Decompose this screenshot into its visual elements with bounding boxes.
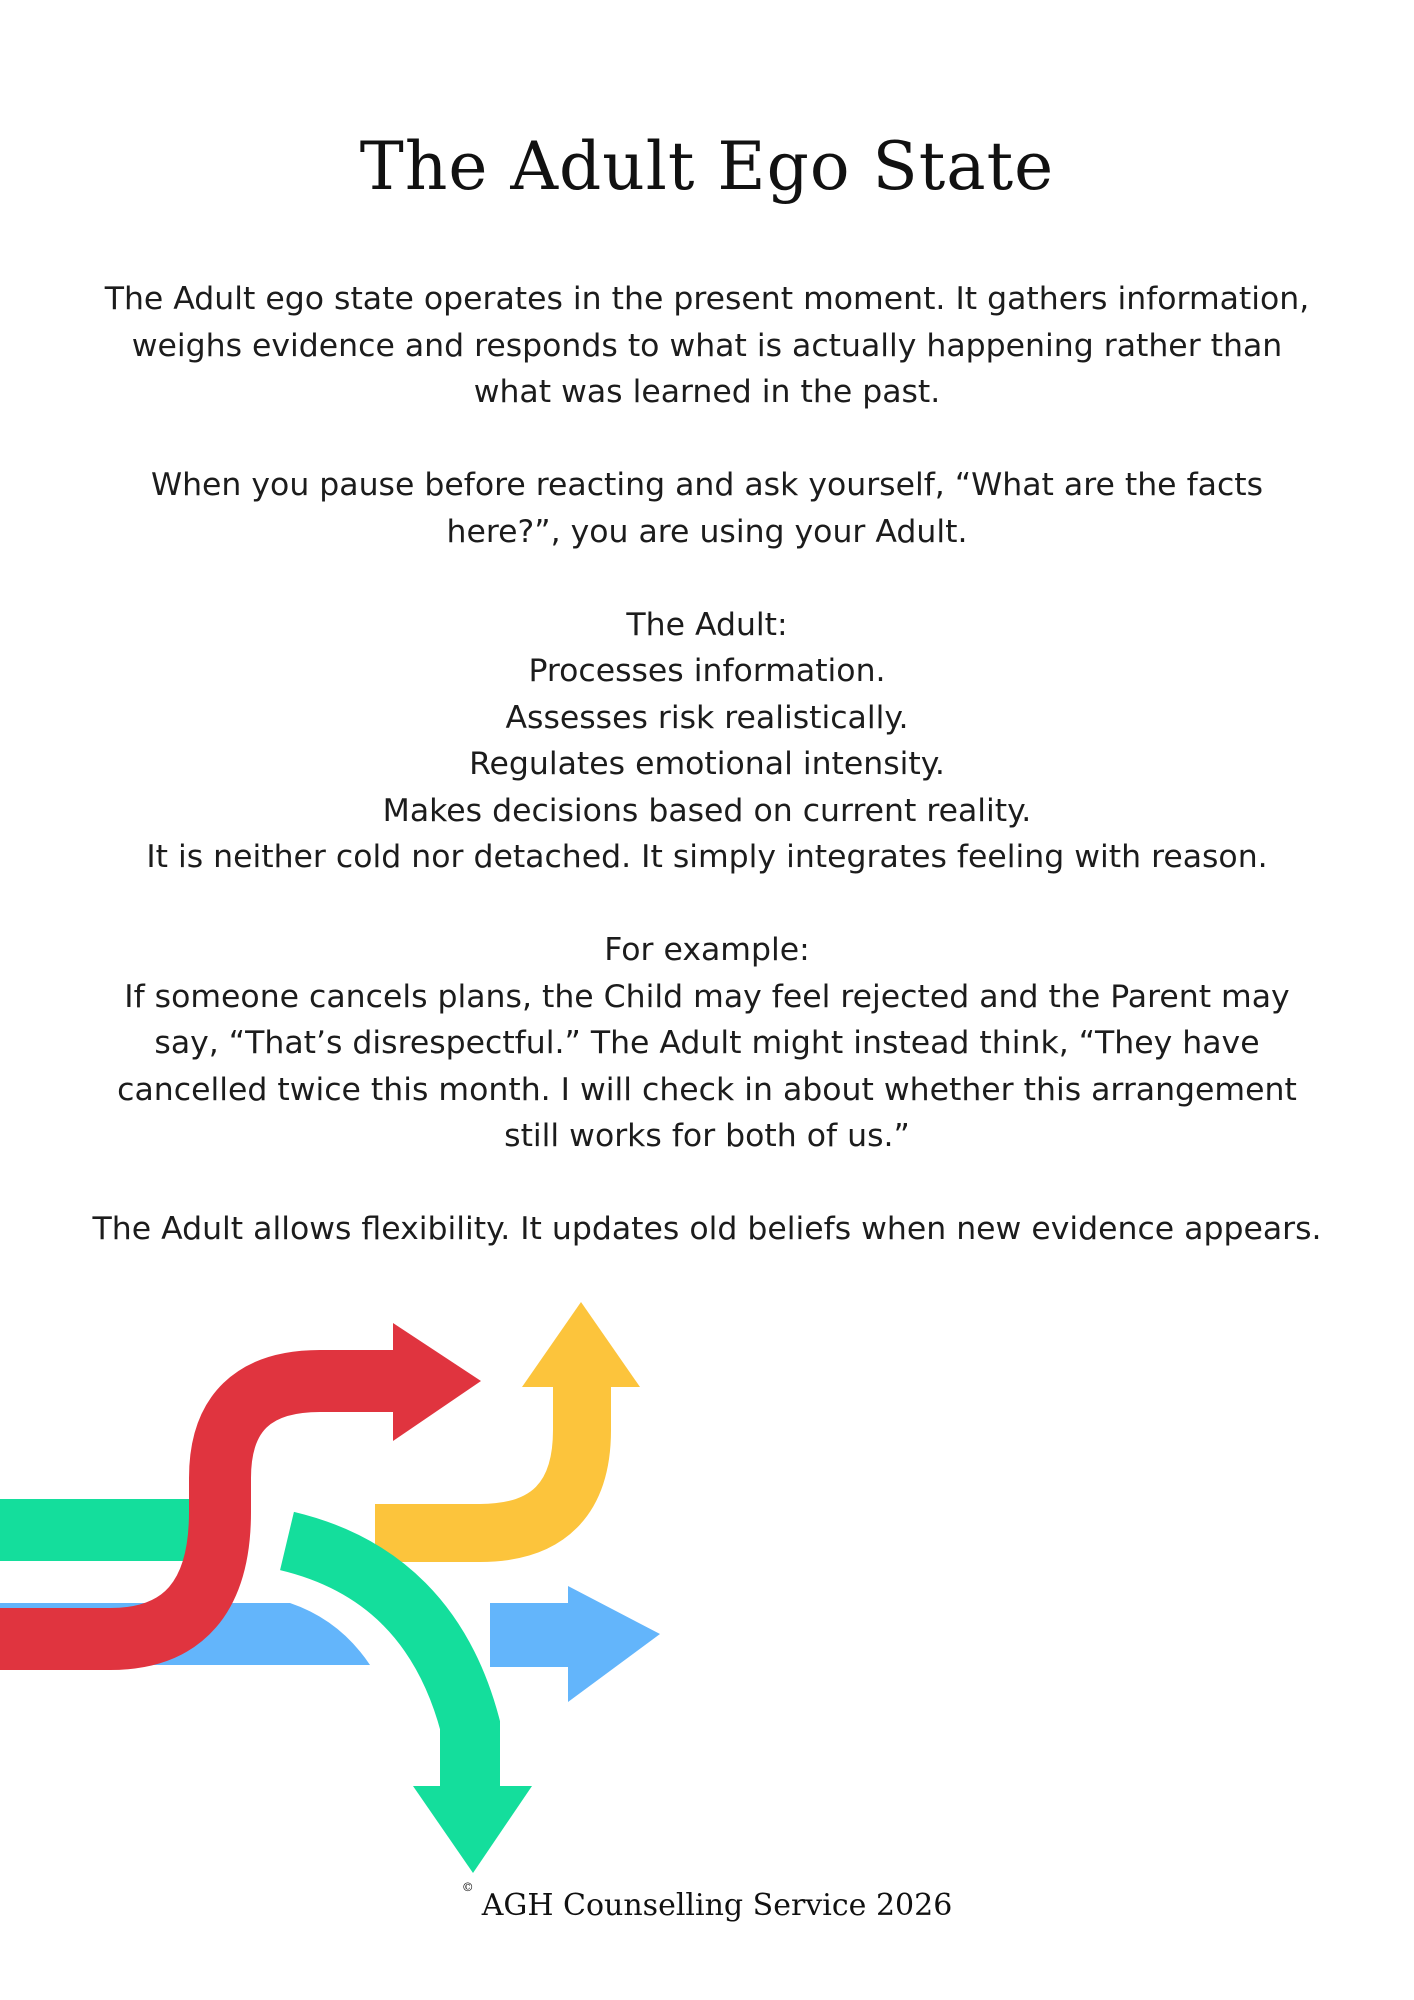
copyright-symbol: © xyxy=(461,1880,474,1894)
document-body xyxy=(90,276,1324,1299)
adult-list-block xyxy=(90,602,1324,881)
example-text: If someone cancels plans, the Child may feel rejected and the Parent may say, “That’s disrespectful.” The Adult might instead think, “They have cancelled twice this month. I will check in about whether this arrangement still works for both of us.” xyxy=(117,978,1297,1154)
adult-list-item: Regulates emotional intensity. xyxy=(469,746,945,782)
intro-paragraph: The Adult ego state operates in the present moment. It gathers information, weighs evidence and responds to what is actually happening rather than what was learned in the past. xyxy=(104,281,1310,410)
example-heading: For example: xyxy=(604,932,810,968)
yellow-arrow-head xyxy=(522,1302,640,1387)
adult-list-heading: The Adult: xyxy=(626,606,788,643)
adult-list-item: Assesses risk realistically. xyxy=(505,699,909,736)
closing-paragraph: The Adult allows flexibility. It updates old beliefs when new evidence appears. xyxy=(92,1211,1322,1247)
footer-text: AGH Counselling Service 2026 xyxy=(481,1888,953,1923)
adult-list-summary: It is neither cold nor detached. It simply integrates feeling with reason. xyxy=(146,839,1268,875)
page-title: The Adult Ego State xyxy=(359,128,1055,205)
pause-paragraph: When you pause before reacting and ask yourself, “What are the facts here?”, you are using your Adult. xyxy=(150,467,1264,550)
footer-copyright xyxy=(0,1880,1414,1923)
adult-list-item: Makes decisions based on current reality. xyxy=(382,792,1032,829)
blue-arrow-head xyxy=(490,1586,660,1702)
green-arrow-body xyxy=(287,1541,470,1790)
green-band xyxy=(0,1499,205,1561)
adult-list-item: Processes information. xyxy=(528,653,886,689)
example-block xyxy=(90,927,1324,1160)
green-arrow-head xyxy=(413,1786,532,1873)
diverging-arrows-icon xyxy=(0,1290,700,1890)
red-arrow-head xyxy=(393,1323,481,1441)
